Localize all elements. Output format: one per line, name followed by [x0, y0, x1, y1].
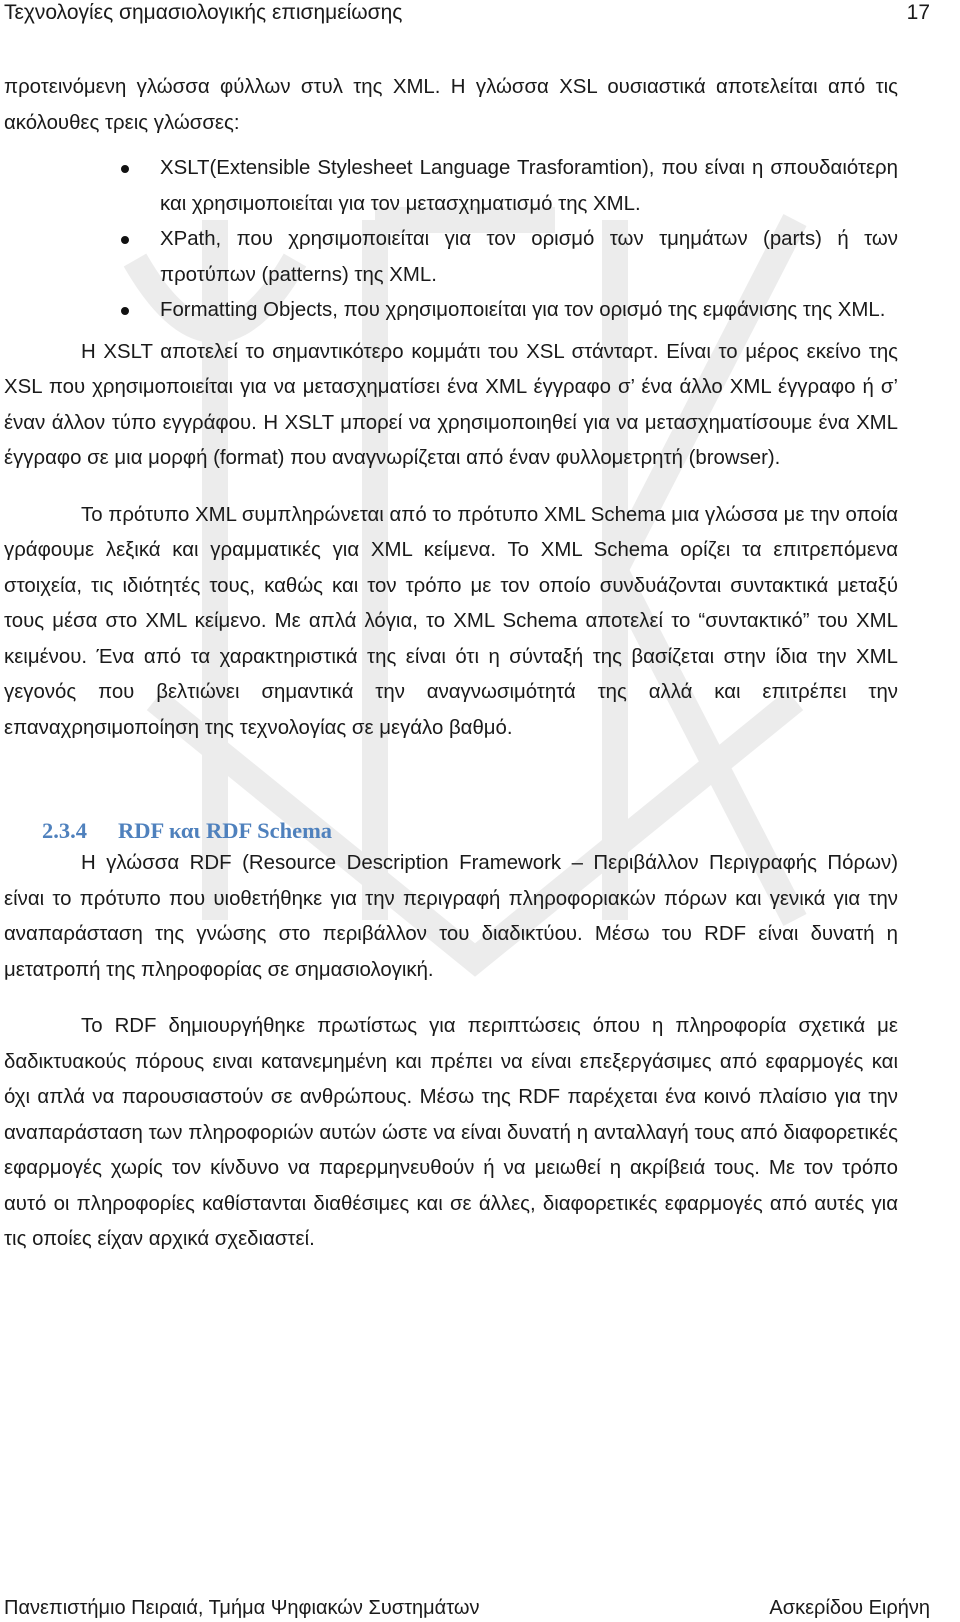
paragraph-xslt: Η XSLT αποτελεί το σημαντικότερο κομμάτι του XSL στάνταρτ. Είναι το μέρος εκείνο της XSL που χρησιμοποιείται για να μετασχηματίσει ένα XML έγγραφο σ’ ένα άλλο XML έγγραφο ή σ’ έναν άλλον τύπο εγγράφου. Η XSLT μπορεί να χρησιμοποιηθεί για να μετασχηματίσουμε ένα XML έγγραφο σε μια μορφή (format) που αναγνωρίζεται από έναν φυλλομετρητή (browser). — [4, 340, 898, 469]
running-header — [4, 0, 930, 26]
list-item-text: Formatting Objects, που χρησιμοποιείται για τον ορισμό της εμφάνισης της XML. — [160, 299, 886, 321]
list-item — [4, 222, 898, 293]
footer-author: Ασκερίδου Ειρήνη — [769, 1597, 930, 1619]
section-title: RDF και RDF Schema — [118, 818, 333, 843]
header-title: Τεχνολογίες σημασιολογικής επισημείωσης — [4, 1, 403, 24]
bullet-icon — [121, 236, 129, 244]
footer-institution: Πανεπιστήμιο Πειραιά, Τμήμα Ψηφιακών Συστημάτων — [4, 1597, 480, 1619]
section-heading — [42, 816, 898, 846]
bullet-icon — [121, 307, 129, 315]
list-item — [4, 293, 898, 329]
bullet-icon — [121, 165, 129, 173]
page-body — [4, 70, 898, 1258]
paragraph-rdf-purpose: Το RDF δημιουργήθηκε πρωτίστως για περιπτώσεις όπου η πληροφορία σχετικά με δαδικτυακούς πόρους ειναι κατανεμημένη και πρέπει να είναι επεξεργάσιμες από εφαρμογές και όχι απλά να παρουσιαστούν σε ανθρώπους. Μέσω της RDF παρέχεται ένα κοινό πλαίσιο για την αναπαράσταση των πληροφοριών αυτών ώστε να είναι δυνατή η ανταλλαγή τους από διαφορετικές εφαρμογές χωρίς τον κίνδυνο να παρερμηνευθούν ή να μειωθεί η ακρίβειά τους. Με τον τρόπο αυτό οι πληροφορίες καθίστανται διαθέσιμες και σε άλλες, διαφορετικές εφαρμογές από αυτές για τις οποίες είχαν αρχικά σχεδιαστεί. — [4, 1015, 898, 1250]
paragraph-xml-schema: Το πρότυπο XML συμπληρώνεται από το πρότυπο XML Schema μια γλώσσα με την οποία γράφουμε λεξικά και γραμματικές για XML κείμενα. Το XML Schema ορίζει τα επιτρεπόμενα στοιχεία, τις ιδιότητές τους, καθώς και τον τρόπο με τον οποίο συνδυάζονται συντακτικά μεταξύ τους μέσα στο XML κείμενο. Με απλά λόγια, το XML Schema αποτελεί το “συντακτικό” του XML κειμένου. Ένα από τα χαρακτηριστικά της είναι ότι η σύνταξή της βασίζεται στην ίδια την XML γεγονός που βελτιώνει σημαντικά την αναγνωσιμότητά της αλλά και επιτρέπει την επαναχρησιμοποίηση της τεχνολογίας σε μεγάλο βαθμό. — [4, 503, 898, 739]
paragraph-rdf-definition: Η γλώσσα RDF (Resource Description Framework – Περιβάλλον Περιγραφής Πόρων) είναι το πρότυπο που υιοθετήθηκε για την περιγραφή πληροφοριακών πόρων και γενικά για την αναπαράσταση της γνώσης στο περιβάλλον του διαδικτύου. Μέσω του RDF είναι δυνατή η μετατροπή της πληροφορίας σε σημασιολογική. — [4, 852, 898, 981]
running-footer — [4, 1594, 930, 1622]
section-number: 2.3.4 — [42, 818, 87, 843]
list-item-text: XPath, που χρησιμοποιείται για τον ορισμό των τμημάτων (parts) ή των προτύπων (patterns) της XML. — [160, 228, 898, 286]
list-item-text: XSLT(Extensible Stylesheet Language Trasforamtion), που είναι η σπουδαιότερη και χρησιμοποιείται για τον μετασχηματισμό της XML. — [160, 157, 898, 215]
list-item — [4, 151, 898, 222]
intro-paragraph: προτεινόμενη γλώσσα φύλλων στυλ της XML. Η γλώσσα XSL ουσιαστικά αποτελείται από τις ακόλουθες τρεις γλώσσες: — [4, 76, 898, 134]
xsl-languages-list — [4, 151, 898, 329]
page-number: 17 — [906, 1, 930, 24]
